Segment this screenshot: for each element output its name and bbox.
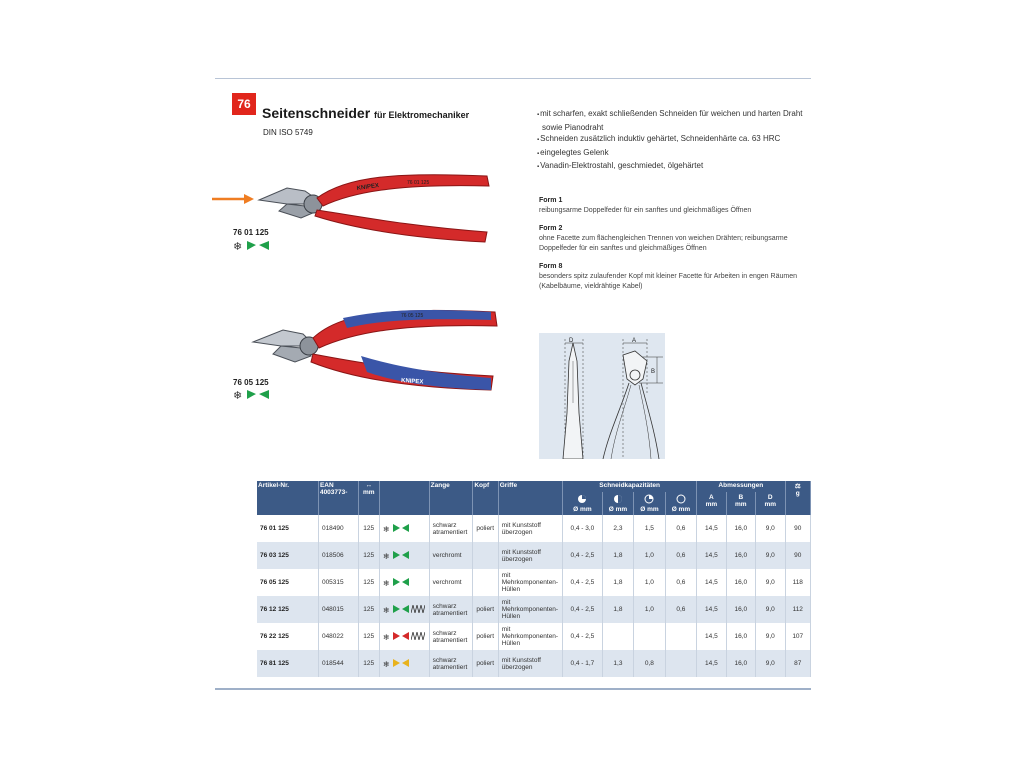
row-icons <box>383 578 409 586</box>
frost-icon <box>383 632 391 640</box>
top-rule <box>215 78 811 79</box>
frost-icon <box>383 524 391 532</box>
col-cap-3: Ø mm <box>634 492 665 515</box>
spring-icon <box>411 605 425 613</box>
col-ean: EAN 4003773- <box>318 481 358 515</box>
wire-soft-icon <box>577 494 587 504</box>
row-icons <box>383 524 409 532</box>
table-row: 76 22 125 048022 125 ❄ schwarz atramentiert poliert mit Mehrkomponenten-Hüllen 0,4 - 2,5 14,5 16,0 9,0 107 <box>257 623 811 650</box>
frost-icon <box>383 578 391 586</box>
svg-text:❄: ❄ <box>382 578 390 586</box>
spec-table <box>257 481 811 677</box>
frost-icon <box>233 240 244 251</box>
table-row: 76 12 125 048015 125 ❄ schwarz atramentiert poliert mit Mehrkomponenten-Hüllen 0,4 - 2,5 1,8 1,0 0,6 14,5 16,0 9,0 112 <box>257 596 811 623</box>
col-kopf: Kopf <box>473 481 498 515</box>
svg-text:❄: ❄ <box>382 524 390 532</box>
form-text: besonders spitz zulaufender Kopf mit kleiner Facette für Arbeiten in engen Räumen (Kabelbäume, vieldrähtige Kabel) <box>539 273 797 290</box>
engraving-76-01: 76 01 125 <box>407 180 430 186</box>
bottom-rule <box>215 688 811 690</box>
article-label-76-05: 76 05 125 <box>233 378 269 387</box>
form-1 <box>539 196 809 216</box>
page-title <box>262 105 469 121</box>
svg-text:❄: ❄ <box>382 551 390 559</box>
spring-icon <box>411 632 425 640</box>
form-8 <box>539 262 809 292</box>
svg-text:D: D <box>569 338 574 344</box>
row-icons <box>383 605 425 613</box>
arrow-right-icon <box>212 193 254 205</box>
form-2 <box>539 224 809 254</box>
col-cap-4: Ø mm <box>665 492 696 515</box>
row-icons <box>383 659 409 667</box>
piano-wire-icon <box>676 494 686 504</box>
cut-form-icon <box>247 389 269 400</box>
dimension-diagram <box>539 333 665 459</box>
pliers-image-76-05 <box>251 306 499 394</box>
frost-icon <box>383 551 391 559</box>
cut-form-icon <box>393 578 409 586</box>
cut-form-icon <box>393 605 409 613</box>
cut-form-icon <box>393 551 409 559</box>
form-title: Form 8 <box>539 263 563 270</box>
form-text: ohne Facette zum flächengleichen Trennen von weichen Drähten; reibungsarme Doppelfeder für ein sanftes und gleichmäßiges Öffnen <box>539 235 788 252</box>
length-icon: ↔ <box>365 482 372 489</box>
svg-text:B: B <box>651 369 656 375</box>
scale-icon: ⚖ <box>794 483 801 490</box>
col-dim-b: B mm <box>726 492 755 515</box>
svg-text:❄: ❄ <box>233 240 243 251</box>
wire-medium-icon <box>613 494 623 504</box>
table-row: 76 01 125 018490 125 ❄ schwarz atramentiert poliert mit Kunststoff überzogen 0,4 - 3,0 2,3 1,5 0,6 14,5 16,0 9,0 90 <box>257 515 811 542</box>
feature-list <box>537 108 807 174</box>
feature-item: ▪ mit scharfen, exakt schließenden Schneiden für weichen und harten Draht sowie Pianodraht <box>537 108 807 133</box>
svg-text:❄: ❄ <box>233 389 243 400</box>
title-sub: für Elektromechaniker <box>374 110 470 120</box>
svg-text:❄: ❄ <box>382 659 390 667</box>
page-number-badge: 76 <box>232 93 256 115</box>
article-label-76-01: 76 01 125 <box>233 228 269 237</box>
cut-form-yellow-icon <box>393 659 409 667</box>
col-cap-1: Ø mm <box>563 492 603 515</box>
col-article: Artikel-Nr. <box>257 481 318 515</box>
feature-icons-76-01 <box>233 240 269 251</box>
row-icons <box>383 632 425 640</box>
col-dim-a: A mm <box>697 492 726 515</box>
svg-text:KNIPEX: KNIPEX <box>356 182 380 192</box>
cut-form-icon <box>247 240 269 251</box>
cut-form-icon <box>393 524 409 532</box>
col-weight: ⚖ g <box>785 481 811 515</box>
feature-item: ▪ eingelegtes Gelenk <box>537 147 807 161</box>
group-cut-capacity: Schneidkapazitäten <box>563 481 697 492</box>
form-text: reibungsarme Doppelfeder für ein sanftes und gleichmäßiges Öffnen <box>539 207 752 214</box>
svg-text:❄: ❄ <box>382 605 390 613</box>
table-row: 76 05 125 005315 125 ❄ verchromt mit Mehrkomponenten-Hüllen 0,4 - 2,5 1,8 1,0 0,6 14,5 16,0 9,0 118 <box>257 569 811 596</box>
pliers-image-76-01 <box>257 166 497 246</box>
table-group-header <box>257 481 811 492</box>
feature-item: ▪ Vanadin-Elektrostahl, geschmiedet, ölgehärtet <box>537 160 807 174</box>
form-descriptions <box>539 196 809 300</box>
form-title: Form 2 <box>539 225 563 232</box>
frost-icon <box>233 389 244 400</box>
table-row: 76 03 125 018506 125 ❄ verchromt mit Kunststoff überzogen 0,4 - 2,5 1,8 1,0 0,6 14,5 16,0 9,0 90 <box>257 542 811 569</box>
norm-label: DIN ISO 5749 <box>263 128 313 137</box>
col-length: ↔ mm <box>358 481 379 515</box>
wire-hard-icon <box>644 494 654 504</box>
frost-icon <box>383 605 391 613</box>
form-title: Form 1 <box>539 197 563 204</box>
col-dim-d: D mm <box>756 492 785 515</box>
feature-icons-76-05 <box>233 389 269 400</box>
col-icons <box>379 481 429 515</box>
col-griffe: Griffe <box>498 481 562 515</box>
brand-label: KNIPEX <box>400 378 424 386</box>
svg-text:A: A <box>632 338 637 344</box>
feature-item: ▪ Schneiden zusätzlich induktiv gehärtet, Schneidenhärte ca. 63 HRC <box>537 133 807 147</box>
title-main: Seitenschneider <box>262 105 371 121</box>
col-zange: Zange <box>429 481 473 515</box>
catalog-page <box>215 78 811 690</box>
row-icons <box>383 551 409 559</box>
frost-icon <box>383 659 391 667</box>
svg-text:❄: ❄ <box>382 632 390 640</box>
cut-form-red-icon <box>393 632 409 640</box>
group-dimensions: Abmessungen <box>697 481 785 492</box>
engraving-76-05: 76 05 125 <box>401 313 424 319</box>
col-cap-2: Ø mm <box>602 492 633 515</box>
table-row: 76 81 125 018544 125 ❄ schwarz atramentiert poliert mit Kunststoff überzogen 0,4 - 1,7 1,3 0,8 14,5 16,0 9,0 87 <box>257 650 811 677</box>
